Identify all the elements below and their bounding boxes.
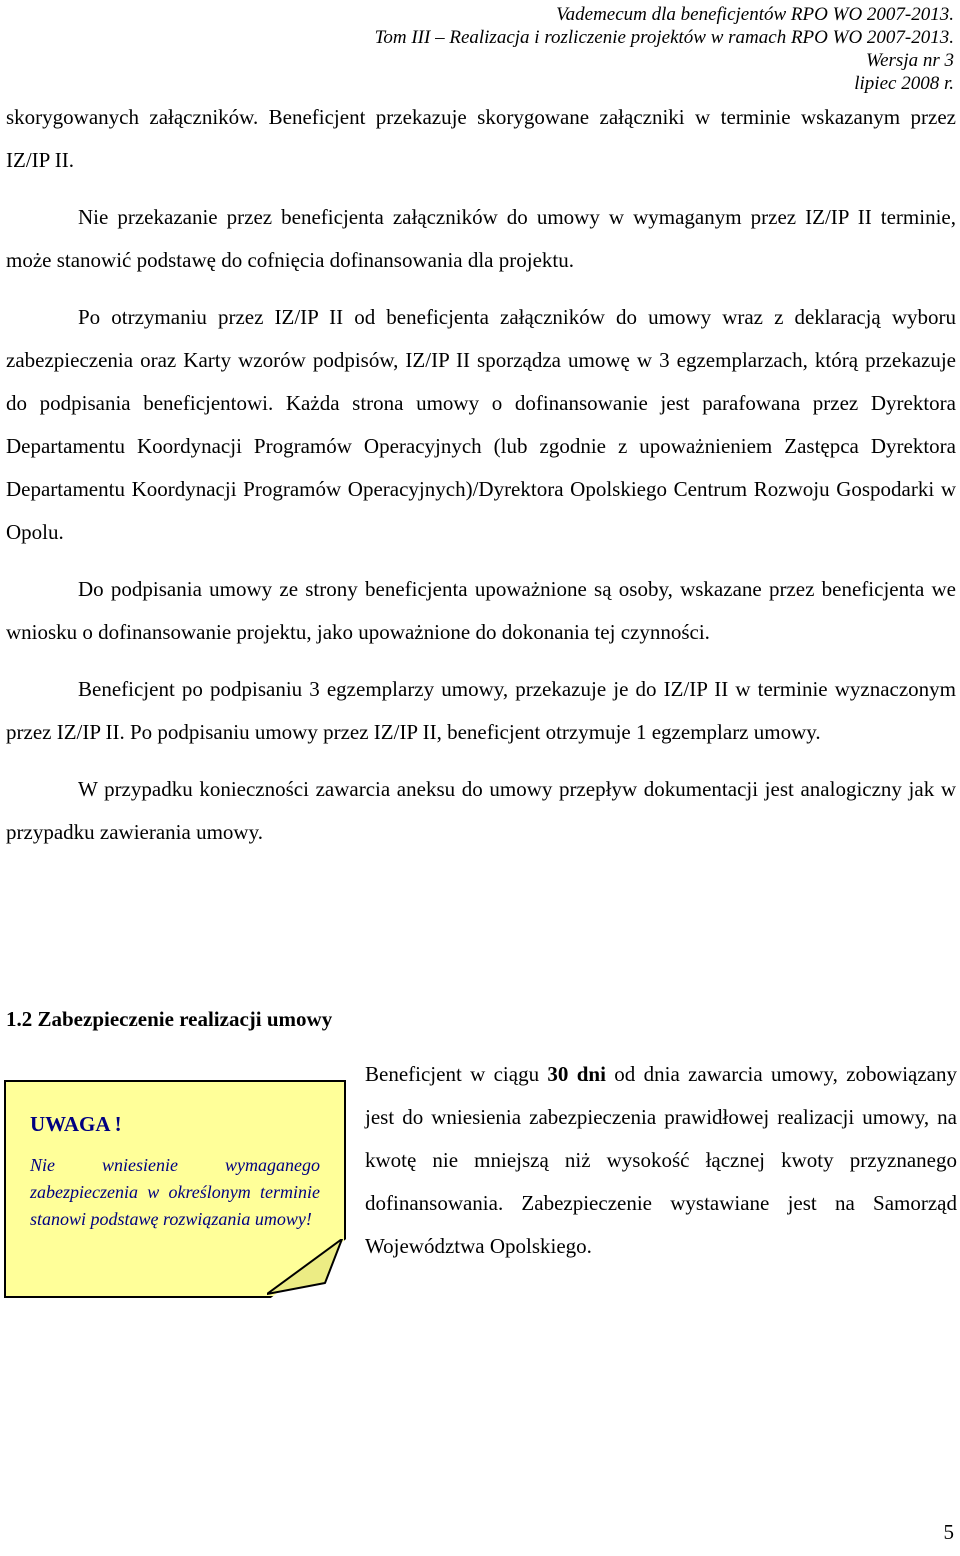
header-title: Vademecum dla beneficjentów RPO WO 2007-2013. [556, 4, 954, 25]
paragraph: Beneficjent po podpisaniu 3 egzemplarzy umowy, przekazuje je do IZ/IP II w terminie wyznaczonym przez IZ/IP II. Po podpisaniu umowy przez IZ/IP II, beneficjent otrzymuje 1 egzemplarz umowy. [6, 677, 956, 744]
document-body [6, 96, 956, 854]
page-number: 5 [943, 1520, 954, 1544]
header-version: Wersja nr 3 [866, 50, 954, 71]
note-fold-corner [267, 1239, 343, 1295]
section-heading: 1.2 Zabezpieczenie realizacji umowy [6, 1007, 333, 1031]
note-title: UWAGA ! [30, 1112, 122, 1136]
security-text-rest: od dnia zawarcia umowy, zobowiązany jest do wniesienia zabezpieczenia prawidłowej realizacji umowy, na kwotę nie mniejszą niż wysokość łącznej kwoty przyznanego dofinansowania. Zabezpieczenie wystawiane jest na Samorząd Województwa Opolskiego. [365, 1062, 958, 1258]
paragraph: Do podpisania umowy ze strony beneficjenta upoważnione są osoby, wskazane przez beneficjenta we wniosku o dofinansowanie projektu, jako upoważnione do dokonania tej czynności. [6, 577, 956, 644]
deadline-days: 30 dni [547, 1062, 606, 1086]
paragraph: Nie przekazanie przez beneficjenta załączników do umowy w wymaganym przez IZ/IP II terminie, może stanowić podstawę do cofnięcia dofinansowania dla projektu. [6, 205, 956, 272]
paragraph: Po otrzymaniu przez IZ/IP II od beneficjenta załączników do umowy wraz z deklaracją wyboru zabezpieczenia oraz Karty wzorów podpisów, IZ/IP II sporządza umowę w 3 egzemplarzach, którą przekazuje do podpisania beneficjentowi. Każda strona umowy o dofinansowanie jest parafowana przez Dyrektora Departamentu Koordynacji Programów Operacyjnych (lub zgodnie z upoważnieniem Zastępca Dyrektora Departamentu Koordynacji Programów Operacyjnych)/Dyrektora Opolskiego Centrum Rozwoju Gospodarki w Opolu. [6, 305, 956, 544]
security-paragraph [365, 1053, 957, 1268]
paragraph: W przypadku konieczności zawarcia aneksu do umowy przepływ dokumentacji jest analogiczny jak w przypadku zawierania umowy. [6, 777, 956, 844]
security-text-start: Beneficjent w ciągu [365, 1062, 548, 1086]
header-volume: Tom III – Realizacja i rozliczenie projektów w ramach RPO WO 2007-2013. [374, 27, 954, 48]
note-text: Nie wniesienie wymaganego zabezpieczenia w określonym terminie stanowi podstawę rozwiązania umowy! [30, 1155, 320, 1229]
header-date: lipiec 2008 r. [854, 73, 954, 94]
page-header [14, 3, 954, 95]
paragraph: skorygowanych załączników. Beneficjent przekazuje skorygowane załączniki w terminie wskazanym przez IZ/IP II. [6, 105, 956, 172]
